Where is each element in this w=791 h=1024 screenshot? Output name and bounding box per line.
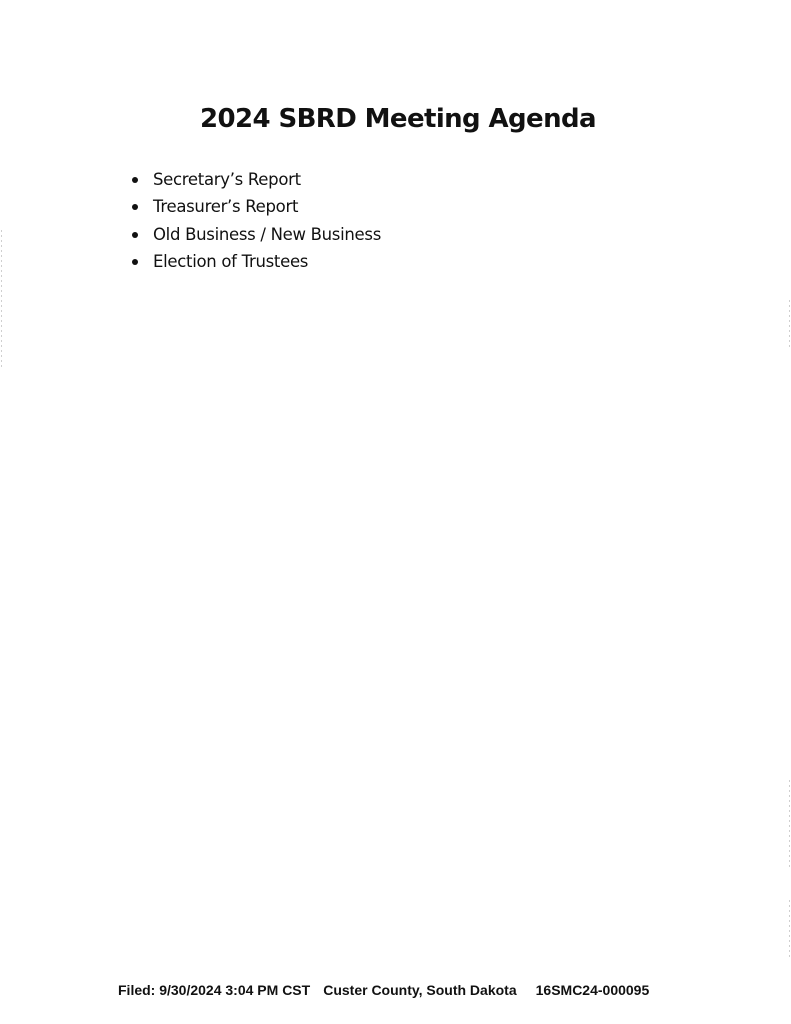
agenda-item-label: Secretary’s Report [153,170,301,189]
agenda-list [126,166,381,275]
bullet-icon [132,232,138,238]
scan-edge-mark [1,230,2,370]
filed-timestamp: Filed: 9/30/2024 3:04 PM CST [118,982,311,998]
scan-edge-mark [789,900,790,960]
filing-stamp [118,980,649,1000]
scan-edge-mark [789,780,790,870]
scan-edge-mark [789,300,790,350]
list-item [126,193,381,220]
agenda-item-label: Election of Trustees [153,251,309,271]
list-item [126,221,381,248]
agenda-item-label: Old Business / New Business [153,224,381,244]
page-title: 2024 SBRD Meeting Agenda [200,104,596,134]
list-item [126,166,381,193]
list-item [126,248,381,275]
agenda-item-label: Treasurer’s Report [153,197,299,217]
bullet-icon [132,204,138,210]
bullet-icon [132,177,138,183]
case-number: 16SMC24-000095 [535,982,650,998]
county-label: Custer County, South Dakota [323,982,517,998]
bullet-icon [132,259,138,265]
